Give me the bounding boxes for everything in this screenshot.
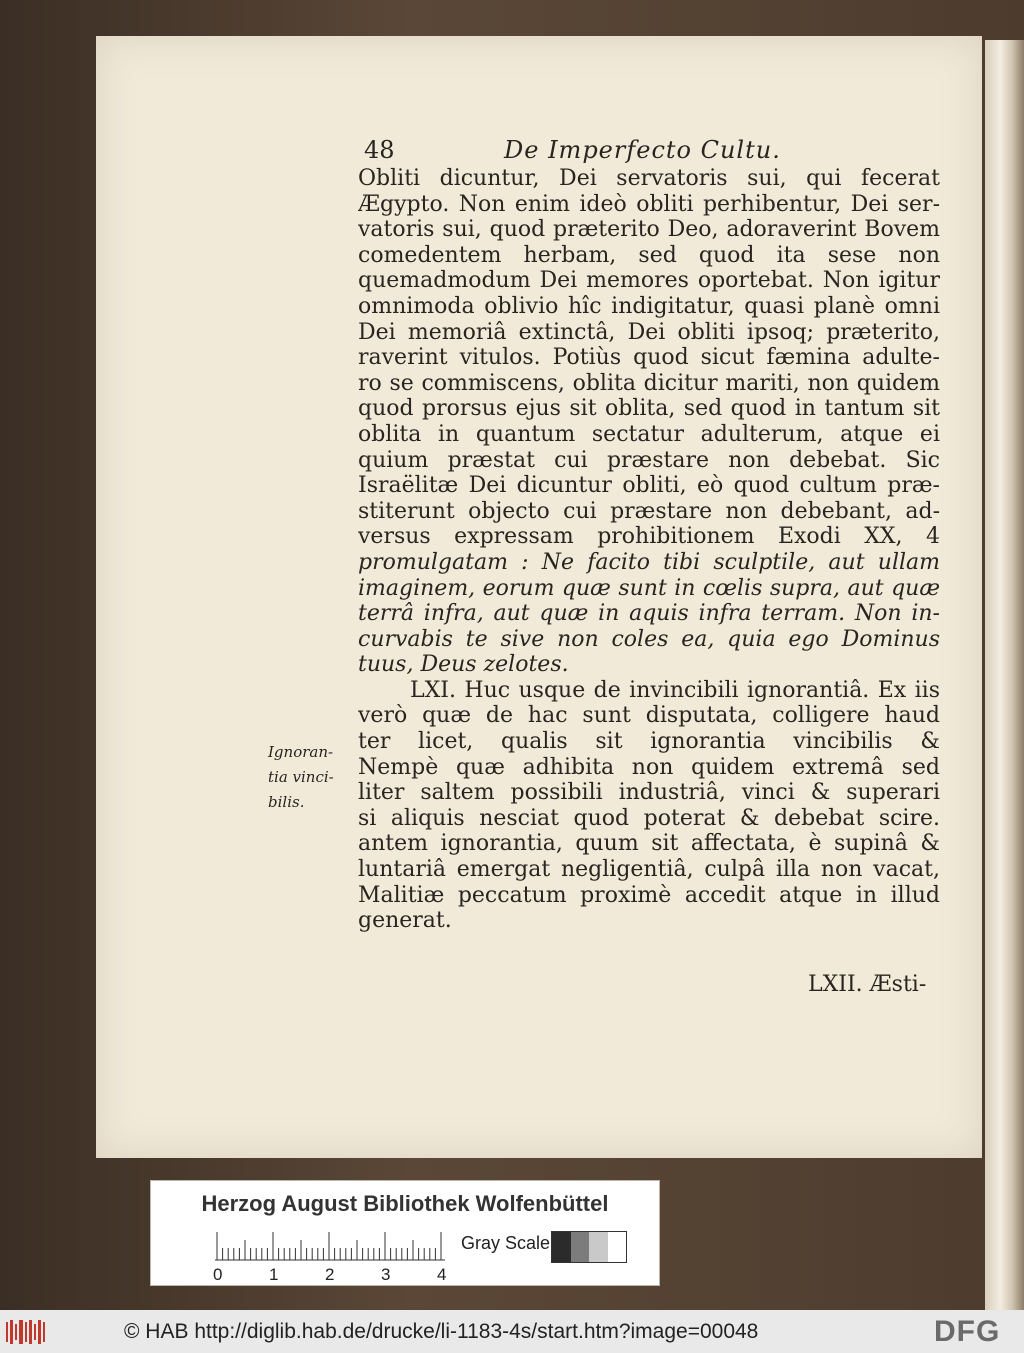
- footer-bar: [0, 1310, 1024, 1353]
- margin-note-line: tia vinci-: [268, 768, 334, 786]
- text-line: versus expressam prohibitionem Exodi XX, 4: [358, 524, 940, 550]
- text-line: raverint vitulos. Potiùs quod sicut fæmina adulte-: [358, 345, 940, 371]
- dfg-logo: DFG: [934, 1315, 1001, 1348]
- text-line: quium præstat cui præstare non debebat. Sic: [358, 447, 940, 473]
- text-line: Nempè quæ adhibita non quidem extremâ sed: [358, 754, 940, 780]
- text-line: luntariâ emergat negligentiâ, culpâ illa non vacat,: [358, 857, 940, 883]
- text-line: imaginem, eorum quæ sunt in cœlis supra, aut quæ: [358, 575, 940, 601]
- ruler-label: 3: [381, 1265, 391, 1284]
- gray-swatch: [552, 1232, 571, 1262]
- text-line: liter saltem possibili industriâ, vinci & superari: [358, 780, 940, 806]
- text-line: LXI. Huc usque de invincibili ignorantiâ. Ex iis: [410, 677, 940, 703]
- margin-note-line: bilis.: [268, 793, 305, 811]
- text-line: comedentem herbam, sed quod ita sese non: [358, 242, 940, 268]
- text-line: promulgatam : Ne facito tibi sculptile, aut ullam: [358, 549, 940, 575]
- text-line: verò quæ de hac sunt disputata, colligere haud: [358, 703, 940, 729]
- ruler-label: 0: [213, 1265, 223, 1284]
- running-title: De Imperfecto Cultu.: [504, 136, 781, 164]
- text-line: Malitiæ peccatum proximè accedit atque in illud: [358, 882, 940, 908]
- page-number: 48: [364, 136, 395, 164]
- gray-scale-label: Gray Scale: [461, 1233, 551, 1253]
- gray-swatches: [551, 1231, 627, 1263]
- text-line: quod prorsus ejus sit oblita, sed quod in tantum sit: [358, 396, 940, 422]
- text-line: generat.: [358, 908, 452, 934]
- text-line: terrâ infra, aut quæ in aquis infra terram. Non in-: [358, 601, 940, 627]
- text-line: ter licet, qualis sit ignorantia vincibilis &: [358, 729, 940, 755]
- text-line: omnimoda oblivio hîc indigitatur, quasi planè omni: [358, 293, 940, 319]
- body-text: [358, 166, 940, 934]
- gray-swatch: [571, 1232, 590, 1262]
- ruler-label: 1: [269, 1265, 279, 1284]
- copyright-link[interactable]: © HAB http://diglib.hab.de/drucke/li-1183-4s/start.htm?image=00048: [124, 1320, 759, 1343]
- barcode-logo-icon: [6, 1318, 48, 1346]
- text-line: Obliti dicuntur, Dei servatoris sui, qui fecerat: [358, 166, 940, 191]
- ruler-label: 4: [437, 1265, 447, 1284]
- catchword: LXII. Æsti-: [808, 972, 927, 997]
- text-line: quemadmodum Dei memores oportebat. Non igitur: [358, 268, 940, 294]
- ruler: [215, 1231, 445, 1261]
- text-line: si aliquis nesciat quod poterat & debebat scire.: [358, 805, 940, 831]
- text-line: Ægypto. Non enim ideò obliti perhibentur, Dei ser-: [358, 191, 940, 217]
- library-name: Herzog August Bibliothek Wolfenbüttel: [201, 1191, 609, 1216]
- gray-swatch: [589, 1232, 608, 1262]
- text-line: ro se commiscens, oblita dicitur mariti, non quidem: [358, 370, 940, 396]
- color-scale-card: [150, 1180, 660, 1286]
- text-line: Israëlitæ Dei dicuntur obliti, eò quod cultum præ-: [358, 473, 940, 499]
- gray-swatch: [608, 1232, 627, 1262]
- margin-note: [268, 740, 358, 815]
- text-line: Dei memoriâ extinctâ, Dei obliti ipsoq; præterito,: [358, 319, 940, 345]
- text-line: stiterunt objecto cui præstare non debebant, ad-: [358, 498, 940, 524]
- ruler-label: 2: [325, 1265, 335, 1284]
- text-line: curvabis te sive non coles ea, quia ego Dominus: [358, 626, 940, 652]
- text-line: antem ignorantia, quum sit affectata, è supinâ &: [358, 831, 940, 857]
- text-line: tuus, Deus zelotes.: [358, 652, 569, 678]
- text-line: oblita in quantum sectatur adulterum, atque ei: [358, 421, 940, 447]
- next-page-edge: [985, 40, 1024, 1310]
- text-line: vatoris sui, quod præterito Deo, adoraverint Bovem: [358, 217, 940, 243]
- margin-note-line: Ignoran-: [268, 743, 334, 761]
